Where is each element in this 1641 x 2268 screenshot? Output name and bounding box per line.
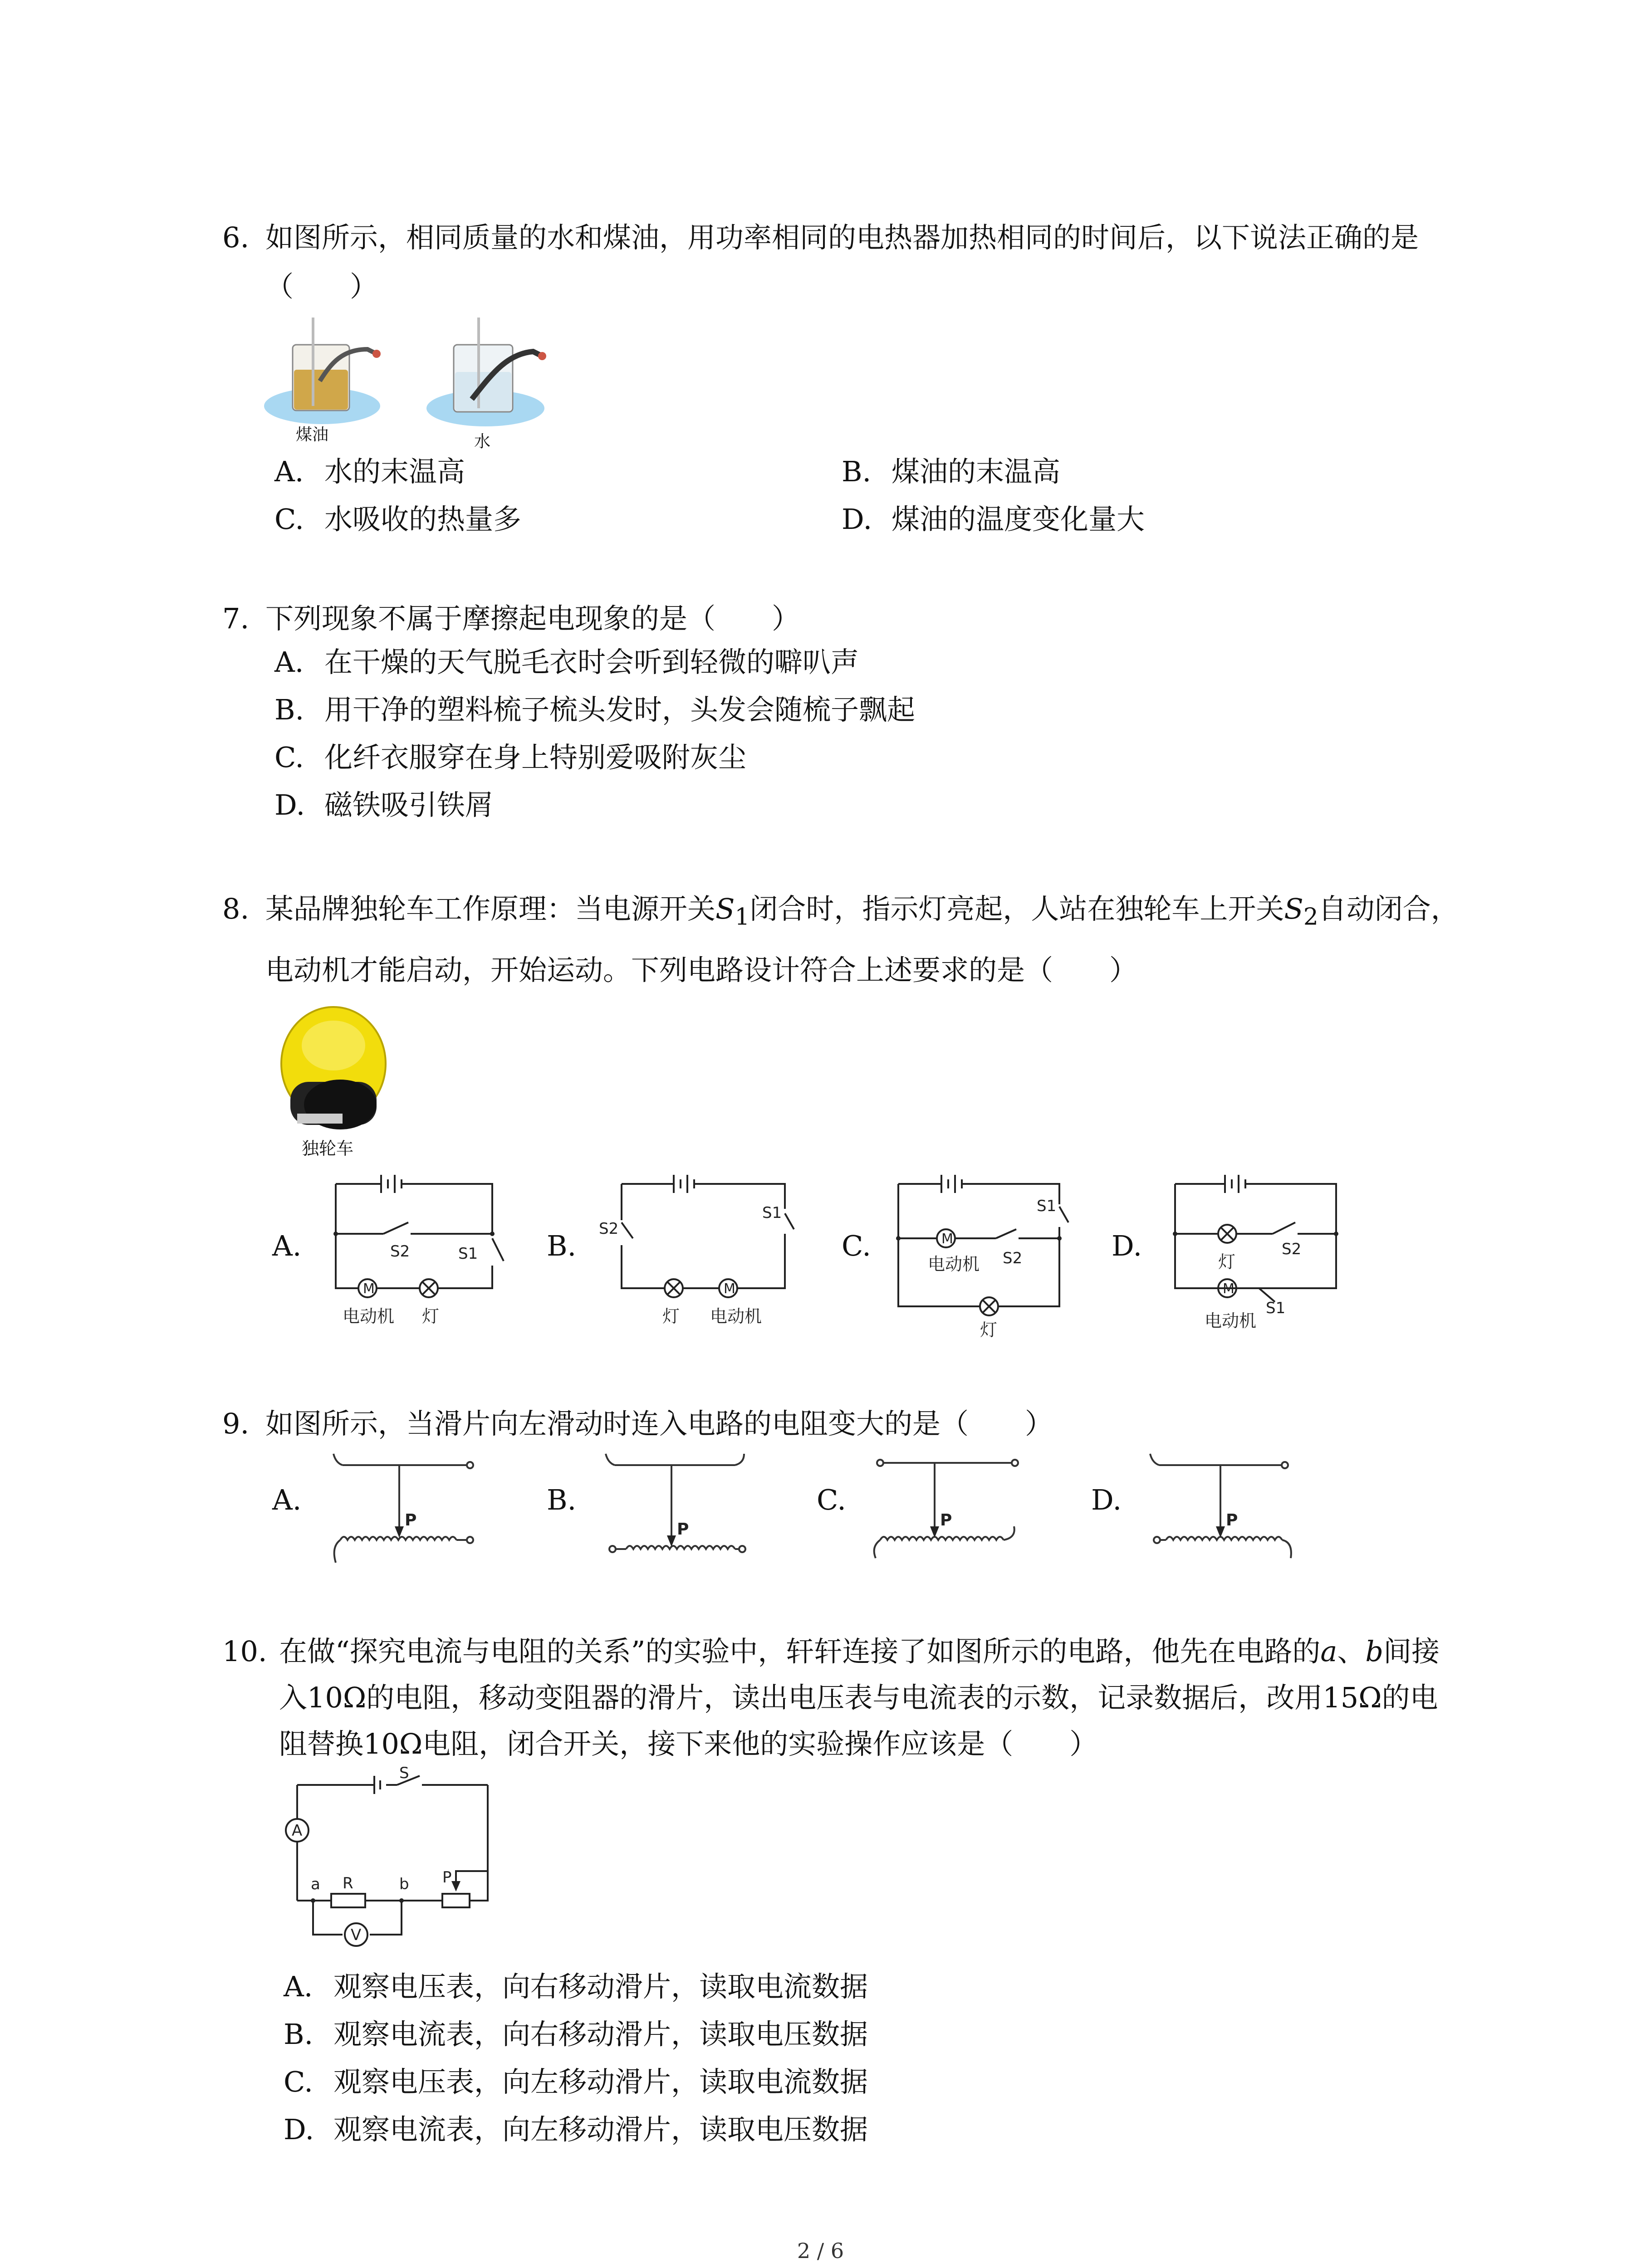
motor-label: 电动机 — [343, 1306, 395, 1326]
rheostat-9c — [867, 1445, 1030, 1572]
lamp-label: 灯 — [980, 1320, 998, 1338]
option-letter: A. — [272, 1483, 302, 1516]
motor-label: 电动机 — [1205, 1311, 1257, 1331]
s2-label: S2 — [390, 1242, 410, 1261]
option-6b[interactable] — [842, 449, 1060, 494]
option-text: 观察电压表，向右移动滑片，读取电流数据 — [333, 1970, 868, 2003]
option-8a[interactable] — [272, 1229, 301, 1262]
switch-symbol: S — [1284, 892, 1303, 925]
option-letter: C. — [284, 2065, 313, 2098]
circuit-8c — [885, 1166, 1089, 1338]
question-6 — [222, 213, 1465, 311]
option-text: 磁铁吸引铁屑 — [324, 788, 494, 821]
switch-subscript: 1 — [735, 903, 750, 931]
option-10d[interactable] — [284, 2107, 868, 2152]
question-text-part: 自动闭合，电动机才能启动，开始运动。下列电路设计符合上述要求的是（ ） — [265, 892, 1459, 987]
s2-label: S2 — [1282, 1240, 1302, 1258]
question-text: 如图所示，当滑片向左滑动时连入电路的电阻变大的是（ ） — [265, 1407, 1053, 1440]
m-symbol: M — [363, 1281, 375, 1297]
m-symbol: M — [941, 1231, 953, 1247]
lamp-label: 灯 — [662, 1306, 680, 1326]
page-number: 2 / 6 — [797, 2239, 844, 2263]
s1-label: S1 — [762, 1204, 782, 1222]
option-letter: A. — [274, 455, 304, 488]
option-letter: B. — [284, 2018, 314, 2051]
rheostat-9d — [1143, 1445, 1307, 1572]
option-letter: A. — [284, 1970, 313, 2003]
voltmeter-label: V — [351, 1926, 362, 1944]
option-letter: D. — [1091, 1483, 1122, 1516]
option-7b[interactable] — [274, 687, 915, 733]
option-letter: C. — [274, 741, 304, 774]
unicycle-figure — [272, 991, 404, 1163]
option-letter: B. — [547, 1229, 577, 1262]
question-text: 下列现象不属于摩擦起电现象的是（ ） — [265, 602, 800, 635]
point-a: a — [1320, 1635, 1337, 1668]
slider-label: P — [677, 1520, 689, 1539]
question-number: 9. — [222, 1407, 250, 1440]
option-8d[interactable] — [1112, 1229, 1142, 1262]
option-text: 煤油的温度变化量大 — [892, 503, 1145, 536]
option-text: 水的末温高 — [324, 455, 465, 488]
question-text-part: 在做“探究电流与电阻的关系”的实验中，轩轩连接了如图所示的电路，他先在电路的 — [279, 1635, 1321, 1668]
option-text: 观察电压表，向左移动滑片，读取电流数据 — [333, 2065, 868, 2098]
question-7 — [222, 594, 1465, 643]
option-letter: B. — [274, 693, 304, 726]
question-text-part: 、 — [1337, 1635, 1366, 1668]
option-9b[interactable] — [547, 1483, 576, 1516]
question-number: 8. — [222, 892, 250, 925]
point-a-label: a — [311, 1875, 320, 1893]
question-text-part: 某品牌独轮车工作原理：当电源开关 — [265, 892, 716, 925]
question-text: 如图所示，相同质量的水和煤油，用功率相同的电热器加热相同的时间后，以下说法正确的是（ ） — [265, 221, 1419, 303]
option-text: 化纤衣服穿在身上特别爱吸附灰尘 — [324, 741, 747, 774]
ammeter-label: A — [292, 1822, 303, 1840]
point-b: b — [1365, 1635, 1384, 1668]
s1-label: S1 — [1037, 1197, 1057, 1215]
question-text-part: 间接入10Ω的电阻，移动变阻器的滑片，读出电压表与电流表的示数，记录数据后，改用15Ω的电阻替换10Ω电阻，闭合开关，接下来他的实验操作应该是（ ） — [279, 1635, 1440, 1760]
option-text: 在干燥的天气脱毛衣时会听到轻微的噼叭声 — [324, 645, 859, 679]
option-8b[interactable] — [547, 1229, 576, 1262]
circuit-8b — [594, 1166, 798, 1338]
question-9 — [222, 1399, 1465, 1448]
option-9c[interactable] — [817, 1483, 846, 1516]
question-text-part: 闭合时，指示灯亮起，人站在独轮车上开关 — [749, 892, 1284, 925]
switch-symbol: S — [715, 892, 735, 925]
option-text: 观察电流表，向左移动滑片，读取电压数据 — [333, 2113, 868, 2146]
resistor-r-label: R — [343, 1874, 353, 1892]
kerosene-label: 煤油 — [296, 425, 329, 444]
s1-label: S1 — [1266, 1299, 1286, 1317]
s2-label: S2 — [599, 1220, 619, 1238]
option-letter: D. — [274, 788, 305, 821]
question-number: 10. — [222, 1635, 267, 1668]
point-b-label: b — [399, 1875, 409, 1893]
lamp-label: 灯 — [1218, 1252, 1236, 1272]
s1-label: S1 — [458, 1245, 478, 1263]
question-8 — [222, 882, 1465, 997]
option-letter: D. — [284, 2113, 314, 2146]
unicycle-label: 独轮车 — [302, 1139, 354, 1158]
lamp-label: 灯 — [422, 1306, 440, 1326]
slider-label: P — [1226, 1511, 1238, 1530]
option-10c[interactable] — [284, 2059, 868, 2105]
option-10a[interactable] — [284, 1964, 868, 2009]
m-symbol: M — [1223, 1281, 1234, 1297]
option-6a[interactable] — [274, 449, 465, 494]
option-text: 煤油的末温高 — [892, 455, 1061, 488]
motor-label: 电动机 — [928, 1254, 980, 1274]
option-8c[interactable] — [842, 1229, 871, 1262]
switch-subscript: 2 — [1303, 903, 1318, 931]
option-letter: D. — [1112, 1229, 1142, 1262]
option-7a[interactable] — [274, 640, 859, 685]
m-symbol: M — [724, 1281, 735, 1297]
s2-label: S2 — [1003, 1249, 1023, 1267]
option-letter: A. — [274, 645, 304, 679]
option-text: 用干净的塑料梳子梳头发时，头发会随梳子飘起 — [324, 693, 916, 726]
water-beaker-figure — [422, 308, 567, 454]
circuit-8a — [318, 1166, 522, 1338]
option-7c[interactable] — [274, 735, 746, 780]
option-letter: A. — [272, 1229, 302, 1262]
rheostat-9a — [327, 1445, 490, 1572]
circuit-8d — [1161, 1166, 1366, 1338]
slider-p-label: P — [442, 1868, 452, 1887]
motor-label: 电动机 — [710, 1306, 762, 1326]
option-letter: D. — [842, 503, 872, 536]
question-number: 6. — [222, 221, 250, 254]
slider-label: P — [940, 1511, 952, 1530]
option-letter: B. — [547, 1483, 577, 1516]
option-letter: C. — [817, 1483, 846, 1516]
option-10b[interactable] — [284, 2012, 868, 2057]
option-7d[interactable] — [274, 782, 493, 828]
rheostat-9b — [599, 1445, 762, 1572]
option-9a[interactable] — [272, 1483, 301, 1516]
kerosene-beaker-figure — [263, 308, 399, 454]
option-text: 水吸收的热量多 — [324, 503, 522, 536]
question-number: 7. — [222, 602, 250, 635]
slider-label: P — [405, 1511, 417, 1530]
switch-s-label: S — [399, 1767, 409, 1782]
option-6d[interactable] — [842, 497, 1145, 542]
option-9d[interactable] — [1091, 1483, 1122, 1516]
option-letter: B. — [842, 455, 872, 488]
option-text: 观察电流表，向右移动滑片，读取电压数据 — [333, 2018, 868, 2051]
option-6c[interactable] — [274, 497, 521, 542]
option-letter: C. — [842, 1229, 871, 1262]
question-10 — [222, 1628, 1465, 1767]
option-letter: C. — [274, 503, 304, 536]
water-label: 水 — [474, 432, 491, 451]
experiment-circuit — [277, 1767, 504, 1948]
